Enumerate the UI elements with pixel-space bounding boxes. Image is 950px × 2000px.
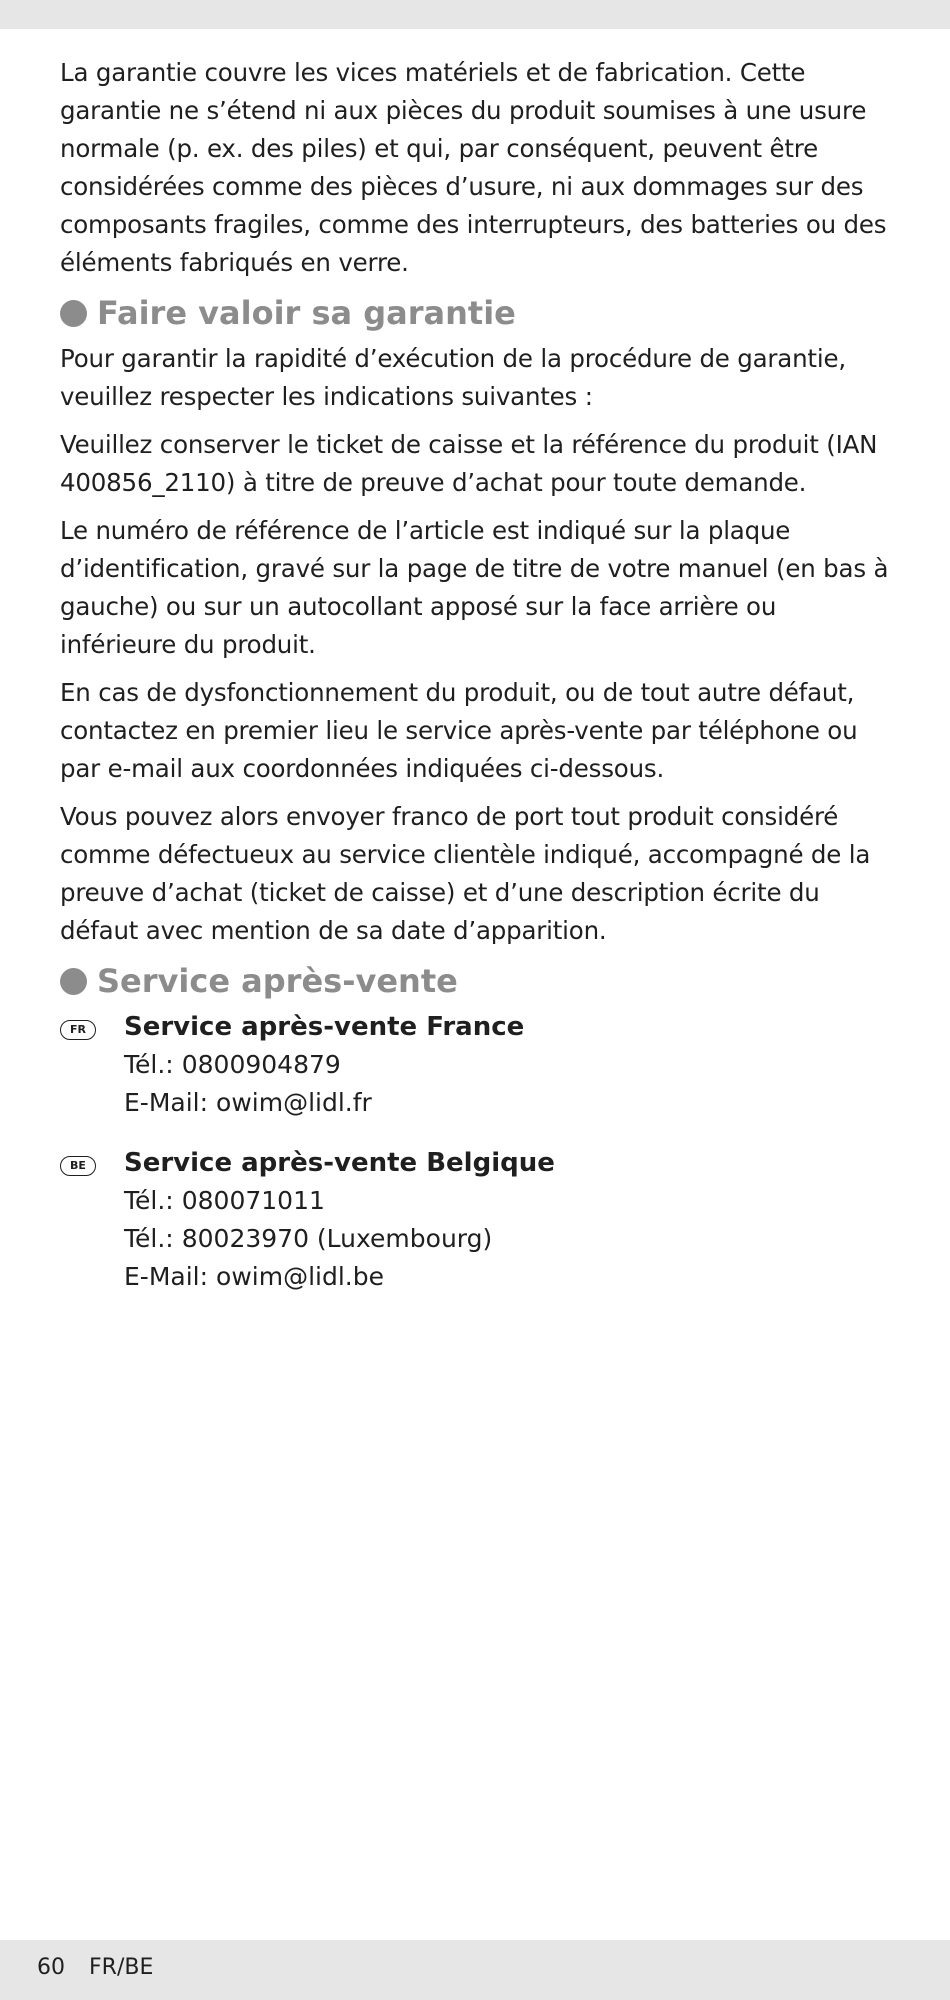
claim-paragraph-4: En cas de dysfonctionnement du produit, ou de tout autre défaut, contactez en premier lieu le service après-vente par téléphone ou par e-mail aux coordonnées indiquées ci-dessous. <box>60 678 858 783</box>
service-belgium <box>60 1144 890 1296</box>
phone-number: 0800904879 <box>181 1050 341 1079</box>
claim-paragraph-3: Le numéro de référence de l’article est indiqué sur la plaque d’identification, gravé sur la page de titre de votre manuel (en bas à gauche) ou sur un autocollant apposé sur la face arrière ou inférieure du produit. <box>60 516 889 659</box>
service-france-email <box>124 1084 890 1122</box>
claim-warranty-heading <box>60 292 890 334</box>
claim-paragraph-5: Vous pouvez alors envoyer franco de port tout produit considéré comme défectueux au service clientèle indiqué, accompagné de la preuve d’achat (ticket de caisse) et d’une description écrite du défaut avec mention de sa date d’apparition. <box>60 802 871 945</box>
phone-label: Tél.: <box>124 1186 174 1215</box>
service-france-phone <box>124 1046 890 1084</box>
service-france-title: Service après-vente France <box>124 1012 525 1042</box>
fr-badge-icon: FR <box>60 1020 96 1040</box>
email-address: owim@lidl.be <box>216 1262 384 1291</box>
claim-warranty-heading-text: Faire valoir sa garantie <box>97 294 516 332</box>
top-band <box>0 0 950 29</box>
service-belgium-title: Service après-vente Belgique <box>124 1148 555 1178</box>
document-body <box>60 54 890 1318</box>
intro-paragraph: La garantie couvre les vices matériels et de fabrication. Cette garantie ne s’étend ni aux pièces du produit soumises à une usure normale (p. ex. des piles) et qui, par conséquent, peuvent être considérées comme des pièces d’usure, ni aux dommages sur des composants fragiles, comme des interrupteurs, des batteries ou des éléments fabriqués en verre. <box>60 58 887 277</box>
bullet-dot-icon <box>60 968 87 995</box>
service-belgium-phone <box>124 1182 890 1220</box>
phone-number: 80023970 (Luxembourg) <box>181 1224 493 1253</box>
service-france <box>60 1008 890 1122</box>
bullet-dot-icon <box>60 300 87 327</box>
after-sales-heading <box>60 960 890 1002</box>
page-number: 60 <box>37 1955 65 1980</box>
service-belgium-email <box>124 1258 890 1296</box>
phone-label: Tél.: <box>124 1224 174 1253</box>
after-sales-heading-text: Service après-vente <box>97 962 458 1000</box>
phone-number: 080071011 <box>181 1186 325 1215</box>
service-luxembourg-phone <box>124 1220 890 1258</box>
page-footer <box>37 1952 153 1984</box>
email-label: E-Mail: <box>124 1262 209 1291</box>
email-address: owim@lidl.fr <box>216 1088 372 1117</box>
be-badge-icon: BE <box>60 1156 96 1176</box>
footer-language: FR/BE <box>89 1955 154 1980</box>
claim-paragraph-2: Veuillez conserver le ticket de caisse et la référence du produit (IAN 400856_2110) à titre de preuve d’achat pour toute demande. <box>60 430 878 497</box>
email-label: E-Mail: <box>124 1088 209 1117</box>
phone-label: Tél.: <box>124 1050 174 1079</box>
claim-paragraph-1: Pour garantir la rapidité d’exécution de la procédure de garantie, veuillez respecter les indications suivantes : <box>60 344 846 411</box>
